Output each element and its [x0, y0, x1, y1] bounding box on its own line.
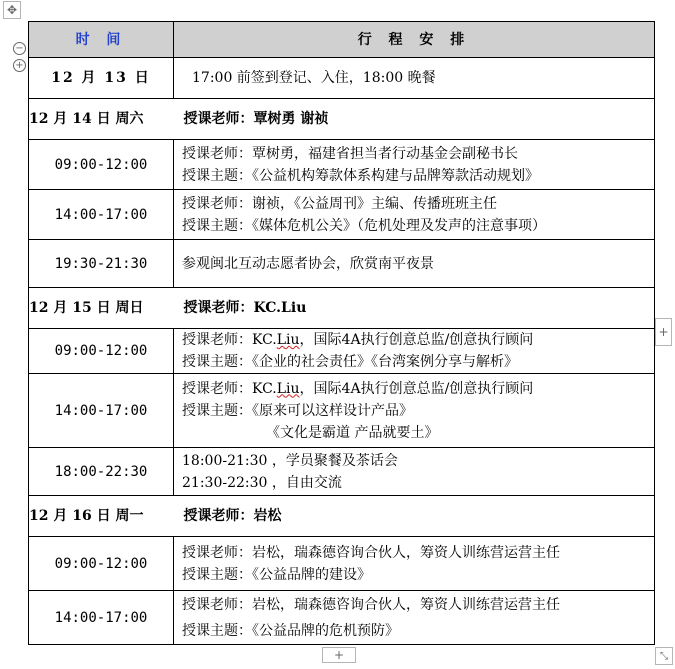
schedule-table — [28, 21, 655, 645]
session-time: 19:30-21:30 — [29, 240, 174, 288]
session-content — [174, 190, 655, 240]
session-line: 授课老师：岩松，瑞森德咨询合伙人，筹资人训练营运营主任 — [182, 596, 560, 613]
session-row — [29, 591, 655, 645]
session-content — [174, 140, 655, 190]
day-header — [29, 288, 655, 329]
plus-circle-icon[interactable]: + — [13, 59, 26, 72]
session-content — [174, 374, 655, 448]
day-header — [29, 99, 655, 140]
session-line: 授课老师：覃树勇，福建省担当者行动基金会副秘书长 — [182, 145, 518, 162]
session-line — [182, 378, 654, 400]
session-row — [29, 240, 655, 288]
day-teacher: 授课老师：覃树勇 谢祯 — [183, 111, 329, 127]
day-date: 12 月 15 日 周日 — [29, 300, 144, 316]
teacher-prefix: 授课老师：KC. — [182, 380, 277, 397]
session-content — [174, 537, 655, 591]
session-time: 18:00-22:30 — [29, 448, 174, 496]
header-schedule: 行 程 安 排 — [174, 22, 655, 58]
day-header — [29, 496, 655, 537]
minus-circle-icon[interactable]: − — [13, 42, 26, 55]
session-content — [174, 448, 655, 496]
arrival-text — [174, 58, 655, 99]
session-row — [29, 190, 655, 240]
session-row — [29, 374, 655, 448]
teacher-title: ，国际4A执行创意总监/创意执行顾问 — [299, 332, 534, 348]
session-row — [29, 537, 655, 591]
arrival-text-line: 17:00 前签到登记、入住，18:00 晚餐 — [192, 70, 436, 86]
teacher-title: ，国际4A执行创意总监/创意执行顾问 — [299, 380, 534, 397]
day-date: 12 月 16 日 周一 — [29, 508, 144, 524]
diagonal-resize-icon[interactable]: ⤡ — [655, 647, 673, 665]
session-line: 授课主题：《原来可以这样设计产品》 — [182, 402, 413, 419]
session-time: 14:00-17:00 — [29, 374, 174, 448]
session-line: 《文化是霸道 产品就要土》 — [266, 424, 439, 441]
session-line: 授课老师：岩松，瑞森德咨询合伙人，筹资人训练营运营主任 — [182, 544, 560, 561]
header-row — [29, 22, 655, 58]
day-teacher: 授课老师：岩松 — [183, 508, 282, 524]
session-line: 18:00-21:30 ，学员聚餐及茶话会 — [182, 452, 398, 469]
session-time: 09:00-12:00 — [29, 329, 174, 374]
session-content — [174, 591, 655, 645]
teacher-name: Liu — [276, 332, 300, 348]
session-line: 授课主题：《公益品牌的危机预防》 — [182, 622, 399, 639]
session-row — [29, 329, 655, 374]
session-line: 授课主题：《企业的社会责任》《台湾案例分享与解析》 — [182, 354, 518, 370]
move-arrows-icon[interactable]: ✥ — [3, 1, 21, 19]
session-line: 授课老师：谢祯，《公益周刊》主编、传播班班主任 — [182, 195, 497, 212]
teacher-prefix: 授课老师：KC. — [182, 332, 277, 348]
session-row — [29, 140, 655, 190]
session-content — [174, 329, 655, 374]
session-time: 09:00-12:00 — [29, 140, 174, 190]
arrival-date: 12 月 13 日 — [29, 58, 174, 99]
session-line: 授课主题：《公益品牌的建设》 — [182, 566, 371, 583]
session-line — [182, 329, 654, 351]
add-column-plus-icon[interactable]: + — [655, 318, 672, 346]
session-time: 14:00-17:00 — [29, 190, 174, 240]
session-line: 21:30-22:30 ，自由交流 — [182, 474, 342, 491]
session-time: 09:00-12:00 — [29, 537, 174, 591]
session-row — [29, 448, 655, 496]
session-time: 14:00-17:00 — [29, 591, 174, 645]
day-date: 12 月 14 日 周六 — [29, 111, 144, 127]
day-row — [29, 496, 655, 537]
day-teacher: 授课老师：KC.Liu — [183, 300, 307, 316]
session-line: 授课主题：《公益机构筹款体系构建与品牌筹款活动规划》 — [182, 167, 539, 184]
day-row — [29, 288, 655, 329]
session-content — [174, 240, 655, 288]
session-line: 授课主题：《媒体危机公关》（危机处理及发声的注意事项） — [182, 217, 546, 234]
add-row-plus-icon[interactable]: + — [322, 647, 356, 663]
teacher-name: Liu — [276, 380, 300, 397]
session-line: 参观闽北互动志愿者协会，欣赏南平夜景 — [182, 255, 434, 272]
header-time: 时 间 — [29, 22, 174, 58]
arrival-row — [29, 58, 655, 99]
day-row — [29, 99, 655, 140]
